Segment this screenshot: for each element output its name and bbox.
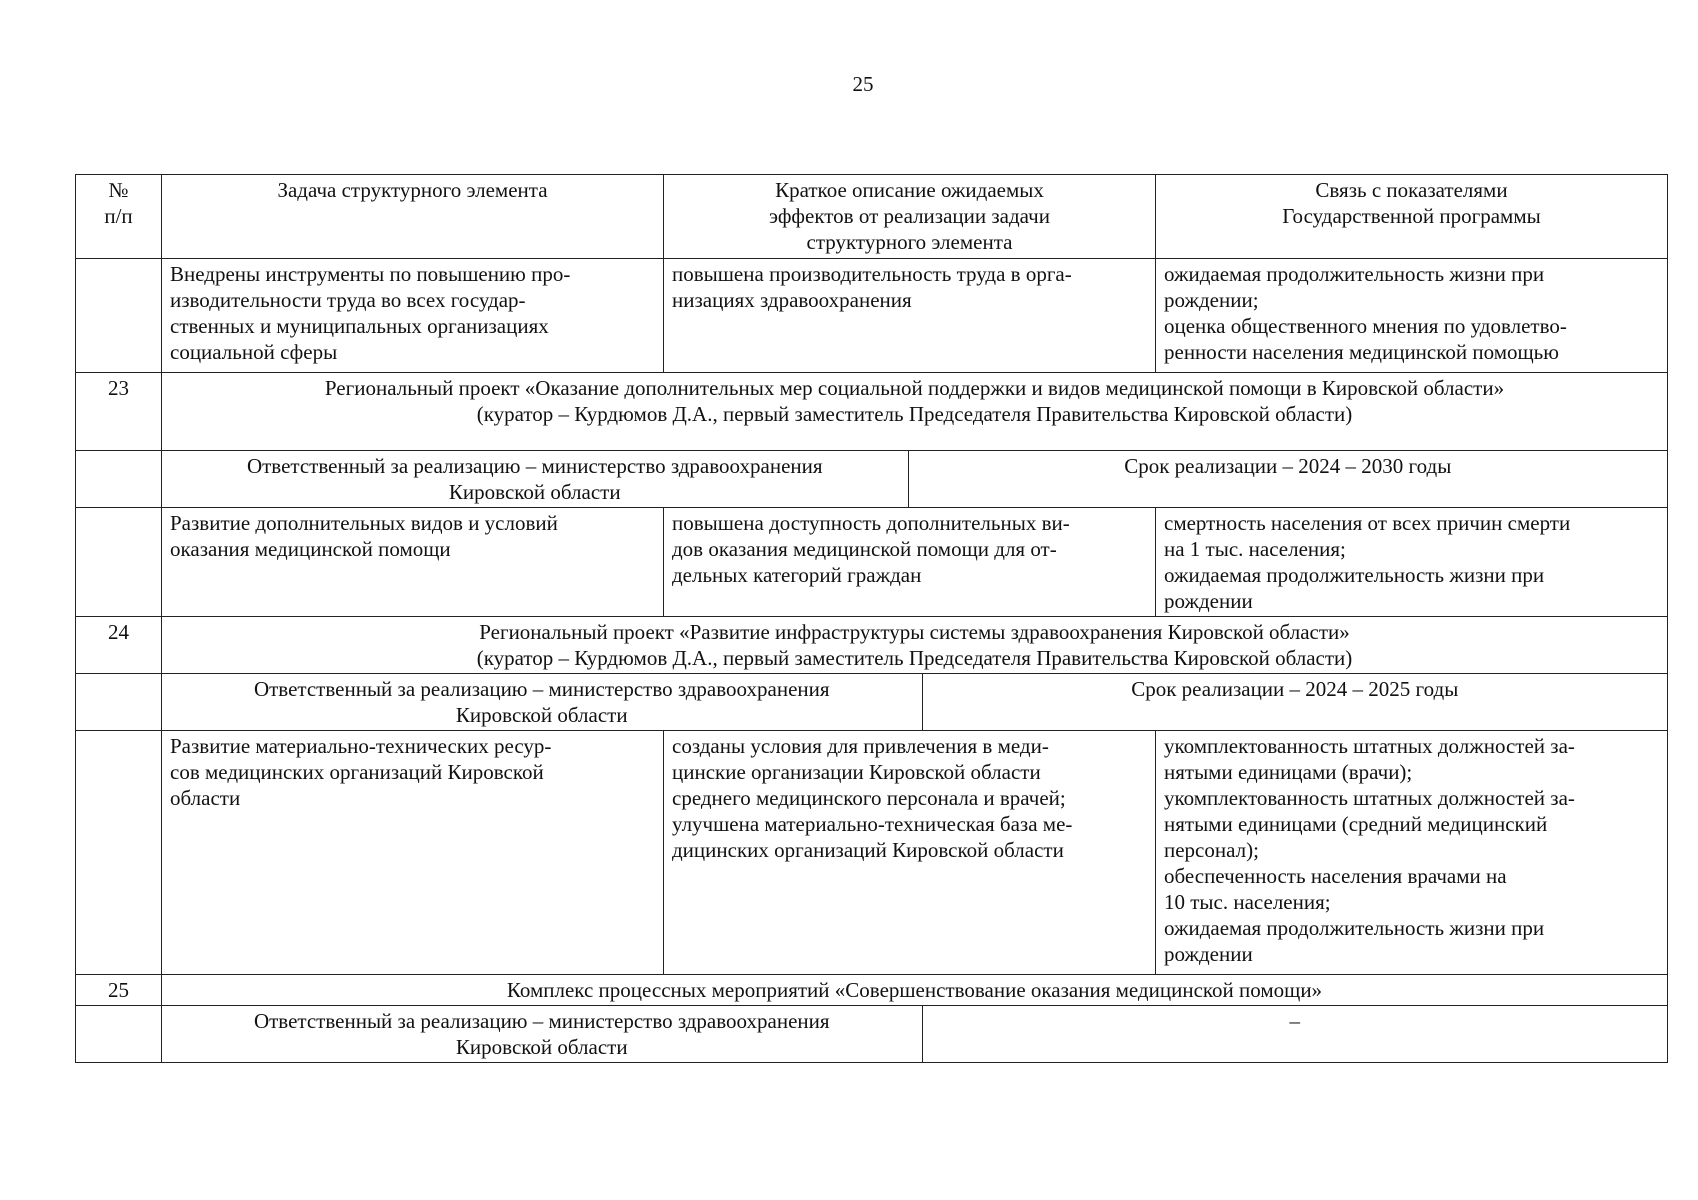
- effects-cell: повышена доступность дополнительных ви- дов оказания медицинской помощи для от- дельных категорий граждан: [664, 508, 1156, 617]
- section-number: 25: [76, 975, 162, 1006]
- page-number: 25: [852, 72, 874, 96]
- task-cell: Развитие дополнительных видов и условий оказания медицинской помощи: [162, 508, 664, 617]
- row-num: [76, 731, 162, 975]
- effects-cell: повышена производительность труда в орга- низациях здравоохранения: [664, 259, 1156, 373]
- responsible-row: [76, 674, 1668, 731]
- header-num: № п/п: [76, 175, 162, 259]
- row-num: [76, 451, 162, 508]
- term-cell: Срок реализации – 2024 – 2030 годы: [908, 451, 1667, 507]
- section-title-row: [76, 373, 1668, 451]
- task-cell: Развитие материально-технических ресур- сов медицинских организаций Кировской области: [162, 731, 664, 975]
- table-header-row: [76, 175, 1668, 259]
- responsible-cell: Ответственный за реализацию – министерство здравоохранения Кировской области: [253, 677, 830, 727]
- program-table: [75, 174, 1668, 1063]
- responsible-row: [76, 1006, 1668, 1063]
- responsible-row: [76, 451, 1668, 508]
- section-number: 23: [76, 373, 162, 451]
- table-row: [76, 259, 1668, 373]
- row-num: [76, 674, 162, 731]
- responsible-cell: Ответственный за реализацию – министерство здравоохранения Кировской области: [253, 1009, 830, 1059]
- table-row: [76, 508, 1668, 617]
- section-title: Региональный проект «Развитие инфраструктуры системы здравоохранения Кировской области» (куратор – Курдюмов Д.А., первый заместитель Председателя Правительства Кировской области): [162, 617, 1668, 674]
- indicators-cell: укомплектованность штатных должностей за- нятыми единицами (врачи); укомплектованность штатных должностей за- нятыми единицами (средний медицинский персонал); обеспеченность населения врачами на 10 тыс. населения; ожидаемая продолжительность жизни при рождении: [1156, 731, 1668, 975]
- section-title: Комплекс процессных мероприятий «Совершенствование оказания медицинской помощи»: [162, 975, 1668, 1006]
- indicators-cell: ожидаемая продолжительность жизни при рождении; оценка общественного мнения по удовлетво- ренности населения медицинской помощью: [1156, 259, 1668, 373]
- task-cell: Внедрены инструменты по повышению про- изводительности труда во всех государ- ственных и муниципальных организациях социальной сферы: [162, 259, 664, 373]
- responsible-cell: Ответственный за реализацию – министерство здравоохранения Кировской области: [246, 454, 823, 504]
- section-number: 24: [76, 617, 162, 674]
- header-indicators: Связь с показателями Государственной программы: [1156, 175, 1668, 259]
- term-cell: –: [922, 1006, 1667, 1062]
- table-row: [76, 731, 1668, 975]
- section-title-row: [76, 617, 1668, 674]
- term-cell: Срок реализации – 2024 – 2025 годы: [922, 674, 1667, 730]
- header-effects: Краткое описание ожидаемых эффектов от реализации задачи структурного элемента: [664, 175, 1156, 259]
- row-num: [76, 1006, 162, 1063]
- row-num: [76, 259, 162, 373]
- effects-cell: созданы условия для привлечения в меди- цинские организации Кировской области среднего медицинского персонала и врачей; улучшена материально-техническая база ме- дицинских организаций Кировской области: [664, 731, 1156, 975]
- section-title-row: [76, 975, 1668, 1006]
- indicators-cell: смертность населения от всех причин смерти на 1 тыс. населения; ожидаемая продолжительность жизни при рождении: [1156, 508, 1668, 617]
- row-num: [76, 508, 162, 617]
- header-task: Задача структурного элемента: [162, 175, 664, 259]
- section-title: Региональный проект «Оказание дополнительных мер социальной поддержки и видов медицинской помощи в Кировской области» (куратор – Курдюмов Д.А., первый заместитель Председателя Правительства Кировской области): [162, 373, 1668, 451]
